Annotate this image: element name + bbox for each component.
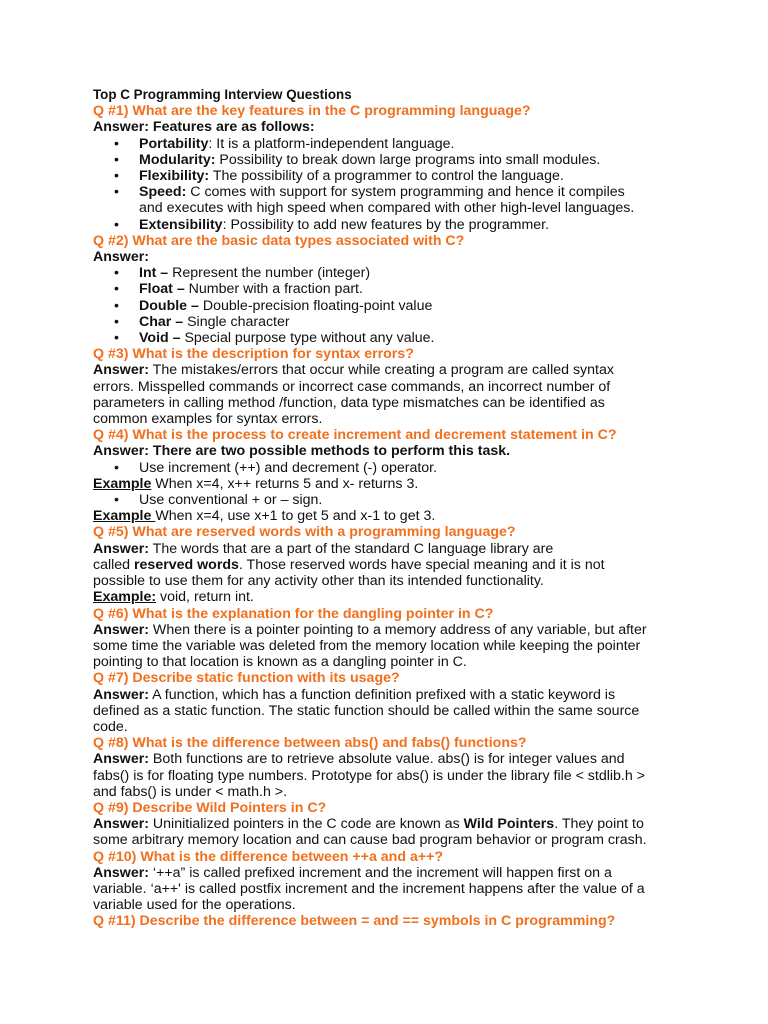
answer-text: ‘++a” is called prefixed increment and the increment will happen first on a	[148, 864, 612, 881]
answer-term: Wild Pointers	[463, 816, 555, 833]
answer-line: variable. ‘a++' is called postfix increment and the increment happens after the value of a	[93, 880, 645, 897]
item-term: Modularity:	[139, 151, 216, 168]
example-line	[93, 589, 683, 605]
list-item	[93, 314, 683, 330]
question-2: Q #2) What are the basic data types associated with C?	[93, 232, 465, 249]
answer-8	[93, 751, 683, 800]
answer-line: fabs() is for floating type numbers. Prototype for abs() is under the library file < stdlib.h >	[93, 767, 645, 784]
answer-line: variable used for the operations.	[93, 897, 296, 914]
answer-line: common examples for syntax errors.	[93, 411, 323, 428]
question-6: Q #6) What is the explanation for the dangling pointer in C?	[93, 605, 494, 622]
item-term: Float –	[139, 281, 185, 298]
answer-line	[93, 541, 683, 557]
answer-line	[93, 622, 683, 638]
example-label: Example	[93, 475, 152, 492]
answer-label: Answer:	[93, 751, 149, 768]
example-2	[93, 508, 683, 524]
answer-label: Answer:	[93, 621, 149, 638]
answer-text: The mistakes/errors that occur while creating a program are called syntax	[148, 362, 614, 379]
answer-label: Answer:	[93, 119, 149, 136]
answer-5	[93, 541, 683, 606]
item-text: Special purpose type without any value.	[180, 330, 435, 347]
item-term: Speed:	[139, 184, 187, 201]
list-item	[93, 298, 683, 314]
question-3: Q #3) What is the description for syntax errors?	[93, 346, 414, 363]
answer-line: errors. Misspelled commands or incorrect case commands, an incorrect number of	[93, 378, 611, 395]
list-item	[93, 152, 683, 168]
answer-4-intro	[93, 443, 683, 459]
question-8: Q #8) What is the difference between abs() and fabs() functions?	[93, 735, 527, 752]
question-4: Q #4) What is the process to create increment and decrement statement in C?	[93, 427, 617, 444]
answer-line	[93, 557, 683, 573]
item-term: Void –	[139, 330, 181, 347]
question-11: Q #11) Describe the difference between = and == symbols in C programming?	[93, 913, 616, 930]
example-label: Example	[93, 508, 156, 525]
answer-line: some time the variable was deleted from the memory location while keeping the pointer	[93, 637, 641, 654]
item-term: Char –	[139, 313, 184, 330]
answer-text: called	[93, 556, 135, 573]
answer-line: code.	[93, 718, 128, 735]
list-item: • Use conventional + or – sign.	[93, 492, 683, 508]
answer-1-text: Features are as follows:	[148, 119, 315, 136]
question-1: Q #1) What are the key features in the C programming language?	[93, 103, 531, 120]
method-list-2	[93, 492, 683, 508]
item-term: Flexibility:	[139, 168, 210, 185]
answer-text: Uninitialized pointers in the C code are known as	[148, 816, 464, 833]
item-text: Possibility to break down large programs into small modules.	[215, 151, 601, 168]
answer-line	[93, 751, 683, 767]
item-term: Extensibility	[139, 216, 223, 233]
example-text: When x=4, use x+1 to get 5 and x-1 to get 3.	[155, 508, 436, 525]
example-text: When x=4, x++ returns 5 and x- returns 3.	[151, 475, 419, 492]
example-label: Example:	[93, 589, 157, 606]
answer-1-intro	[93, 119, 683, 135]
answer-text: There are two possible methods to perform this task.	[148, 443, 511, 460]
answer-text: When there is a pointer pointing to a memory address of any variable, but after	[148, 621, 647, 638]
list-item: • Use increment (++) and decrement (-) operator.	[93, 460, 683, 476]
answer-text: The words that are a part of the standard C language library are	[148, 540, 554, 557]
item-term: Portability	[139, 135, 209, 152]
item-text: The possibility of a programmer to control the language.	[209, 168, 564, 185]
answer-line: parameters in calling method /function, data type mismatches can be identified as	[93, 394, 605, 411]
data-types-list	[93, 265, 683, 346]
item-term: Int –	[139, 265, 169, 282]
answer-9	[93, 816, 683, 848]
answer-text: A function, which has a function definition prefixed with a static keyword is	[148, 686, 616, 703]
answer-line: defined as a static function. The static function should be called within the same source	[93, 702, 640, 719]
answer-label: Answer:	[93, 443, 149, 460]
item-text: C comes with support for system programming and hence it compiles	[186, 184, 625, 201]
list-item	[93, 330, 683, 346]
answer-7	[93, 687, 683, 736]
answer-text: Both functions are to retrieve absolute value. abs() is for integer values and	[148, 751, 625, 768]
answer-label: Answer:	[93, 816, 149, 833]
list-item	[93, 136, 683, 152]
answer-line: and fabs() is under < math.h >.	[93, 783, 288, 800]
item-text: : It is a platform-independent language.	[208, 135, 455, 152]
answer-10	[93, 865, 683, 914]
document-body	[93, 87, 683, 930]
answer-text: . They point to	[554, 816, 644, 833]
list-item	[93, 281, 683, 297]
list-item	[93, 217, 683, 233]
list-item	[93, 168, 683, 184]
answer-line: possible to use them for any activity other than its intended functionality.	[93, 573, 544, 590]
answer-3	[93, 362, 683, 427]
answer-line: pointing to that location is known as a dangling pointer in C.	[93, 654, 467, 671]
answer-label: Answer:	[93, 540, 149, 557]
answer-line	[93, 865, 683, 881]
example-1	[93, 476, 683, 492]
item-text: Represent the number (integer)	[168, 265, 371, 282]
question-9: Q #9) Describe Wild Pointers in C?	[93, 799, 327, 816]
document-title: Top C Programming Interview Questions	[93, 87, 352, 102]
answer-text: . Those reserved words have special meaning and it is not	[238, 556, 605, 573]
answer-6	[93, 622, 683, 671]
method-list-1	[93, 460, 683, 476]
item-text: : Possibility to add new features by the programmer.	[222, 216, 550, 233]
list-item	[93, 184, 683, 216]
question-10: Q #10) What is the difference between ++a and a++?	[93, 848, 444, 865]
answer-2-intro	[93, 249, 683, 265]
question-5: Q #5) What are reserved words with a programming language?	[93, 524, 516, 541]
features-list	[93, 136, 683, 233]
answer-label: Answer:	[93, 249, 149, 266]
item-text: Double-precision floating-point value	[198, 297, 433, 314]
answer-line	[93, 687, 683, 703]
answer-line	[93, 816, 683, 832]
item-text: Single character	[183, 313, 290, 330]
question-7: Q #7) Describe static function with its usage?	[93, 670, 400, 687]
answer-label: Answer:	[93, 864, 149, 881]
example-text: void, return int.	[156, 589, 254, 606]
answer-label: Answer:	[93, 686, 149, 703]
item-text: Number with a fraction part.	[184, 281, 363, 298]
answer-line: some arbitrary memory location and can cause bad program behavior or program crash.	[93, 832, 647, 849]
item-text-continued: and executes with high speed when compared with other high-level languages.	[139, 200, 635, 217]
answer-label: Answer:	[93, 362, 149, 379]
answer-term: reserved words	[134, 556, 239, 573]
item-term: Double –	[139, 297, 199, 314]
answer-line	[93, 362, 683, 378]
list-item	[93, 265, 683, 281]
